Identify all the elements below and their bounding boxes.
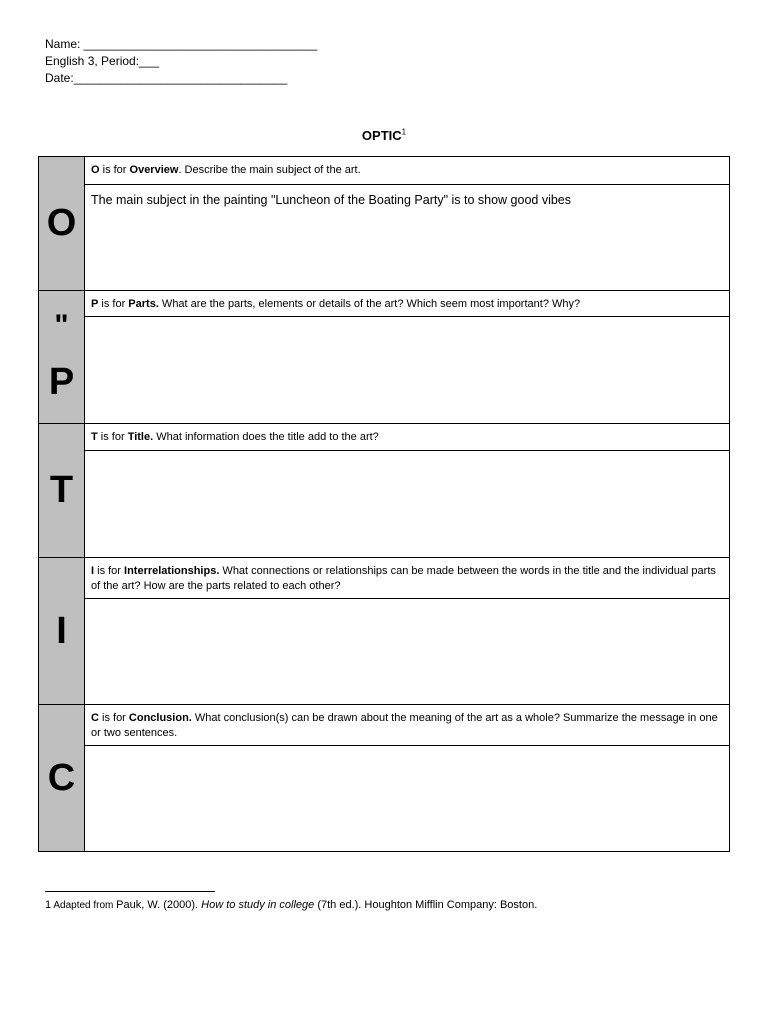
prompt-overview (85, 157, 730, 185)
title-footnote-mark: 1 (401, 127, 407, 137)
student-info-header (45, 36, 317, 87)
prompt-parts (85, 291, 730, 317)
optic-row-p-answer (39, 317, 730, 424)
optic-row-o-answer (39, 185, 730, 291)
prompt-keyword: Title. (127, 431, 154, 443)
letter-c: C (47, 756, 76, 799)
answer-interrelationships[interactable] (85, 599, 730, 705)
page-title (0, 128, 768, 143)
letter-t: T (49, 469, 74, 511)
prompt-text: What information does the title add to the art? (153, 431, 379, 443)
prompt-interrelationships (85, 558, 730, 599)
footnote-number: 1 (45, 899, 52, 911)
optic-row-t-answer (39, 451, 730, 558)
letter-i: I (56, 609, 67, 652)
optic-row-c-answer (39, 746, 730, 852)
prompt-is-for: is for (97, 431, 128, 443)
period-field[interactable]: English 3, Period:___ (45, 54, 160, 68)
prompt-keyword: Conclusion. (128, 712, 192, 724)
optic-table (38, 156, 730, 852)
letter-cell-i (39, 558, 85, 705)
title-text: OPTIC (361, 128, 402, 143)
letter-o: O (46, 202, 77, 244)
letter-quote-mark: " (54, 308, 69, 342)
letter-cell-o (39, 157, 85, 291)
date-field[interactable]: Date:________________________________ (45, 71, 288, 85)
prompt-title (85, 424, 730, 451)
prompt-letter: C (91, 712, 99, 724)
answer-conclusion[interactable] (85, 746, 730, 852)
prompt-letter: O (91, 164, 100, 176)
optic-row-t-prompt (39, 424, 730, 451)
footnote-adapted: Adapted from (51, 900, 117, 911)
optic-row-o-prompt (39, 157, 730, 185)
footnote-citation-pre: Pauk, W. (2000). (116, 899, 202, 911)
prompt-conclusion (85, 705, 730, 746)
answer-title[interactable] (85, 451, 730, 558)
optic-row-i-answer (39, 599, 730, 705)
prompt-is-for: is for (98, 712, 129, 724)
prompt-keyword: Parts. (128, 298, 159, 310)
prompt-is-for: is for (98, 298, 129, 310)
letter-cell-p (39, 291, 85, 424)
prompt-text: What conclusion(s) can be drawn about the meaning of the art as a whole? Summarize the message in one or two sentences. (91, 712, 718, 739)
footnote (45, 899, 537, 911)
prompt-letter: P (91, 298, 99, 310)
prompt-letter: T (91, 431, 98, 443)
optic-row-i-prompt (39, 558, 730, 599)
prompt-keyword: Overview (129, 164, 179, 176)
optic-row-c-prompt (39, 705, 730, 746)
letter-p: P (48, 360, 75, 403)
footnote-citation-post: (7th ed.). Houghton Mifflin Company: Boston. (314, 899, 538, 911)
letter-cell-c (39, 705, 85, 852)
prompt-text: . Describe the main subject of the art. (178, 164, 361, 176)
answer-overview[interactable]: The main subject in the painting "Luncheon of the Boating Party" is to show good vibes (85, 185, 730, 291)
prompt-keyword: Interrelationships. (124, 565, 220, 577)
prompt-text: What are the parts, elements or details of the art? Which seem most important? Why? (158, 298, 581, 310)
prompt-text: What connections or relationships can be made between the words in the title and the individual parts of the art? How are the parts related to each other? (91, 565, 716, 592)
name-field[interactable]: Name: ___________________________________ (45, 37, 318, 51)
prompt-is-for: is for (94, 565, 125, 577)
prompt-letter: I (91, 565, 95, 577)
prompt-is-for: is for (99, 164, 130, 176)
optic-row-p-prompt (39, 291, 730, 317)
footnote-divider (45, 891, 215, 892)
letter-cell-t (39, 424, 85, 558)
answer-parts[interactable] (85, 317, 730, 424)
footnote-citation-title: How to study in college (201, 899, 315, 911)
